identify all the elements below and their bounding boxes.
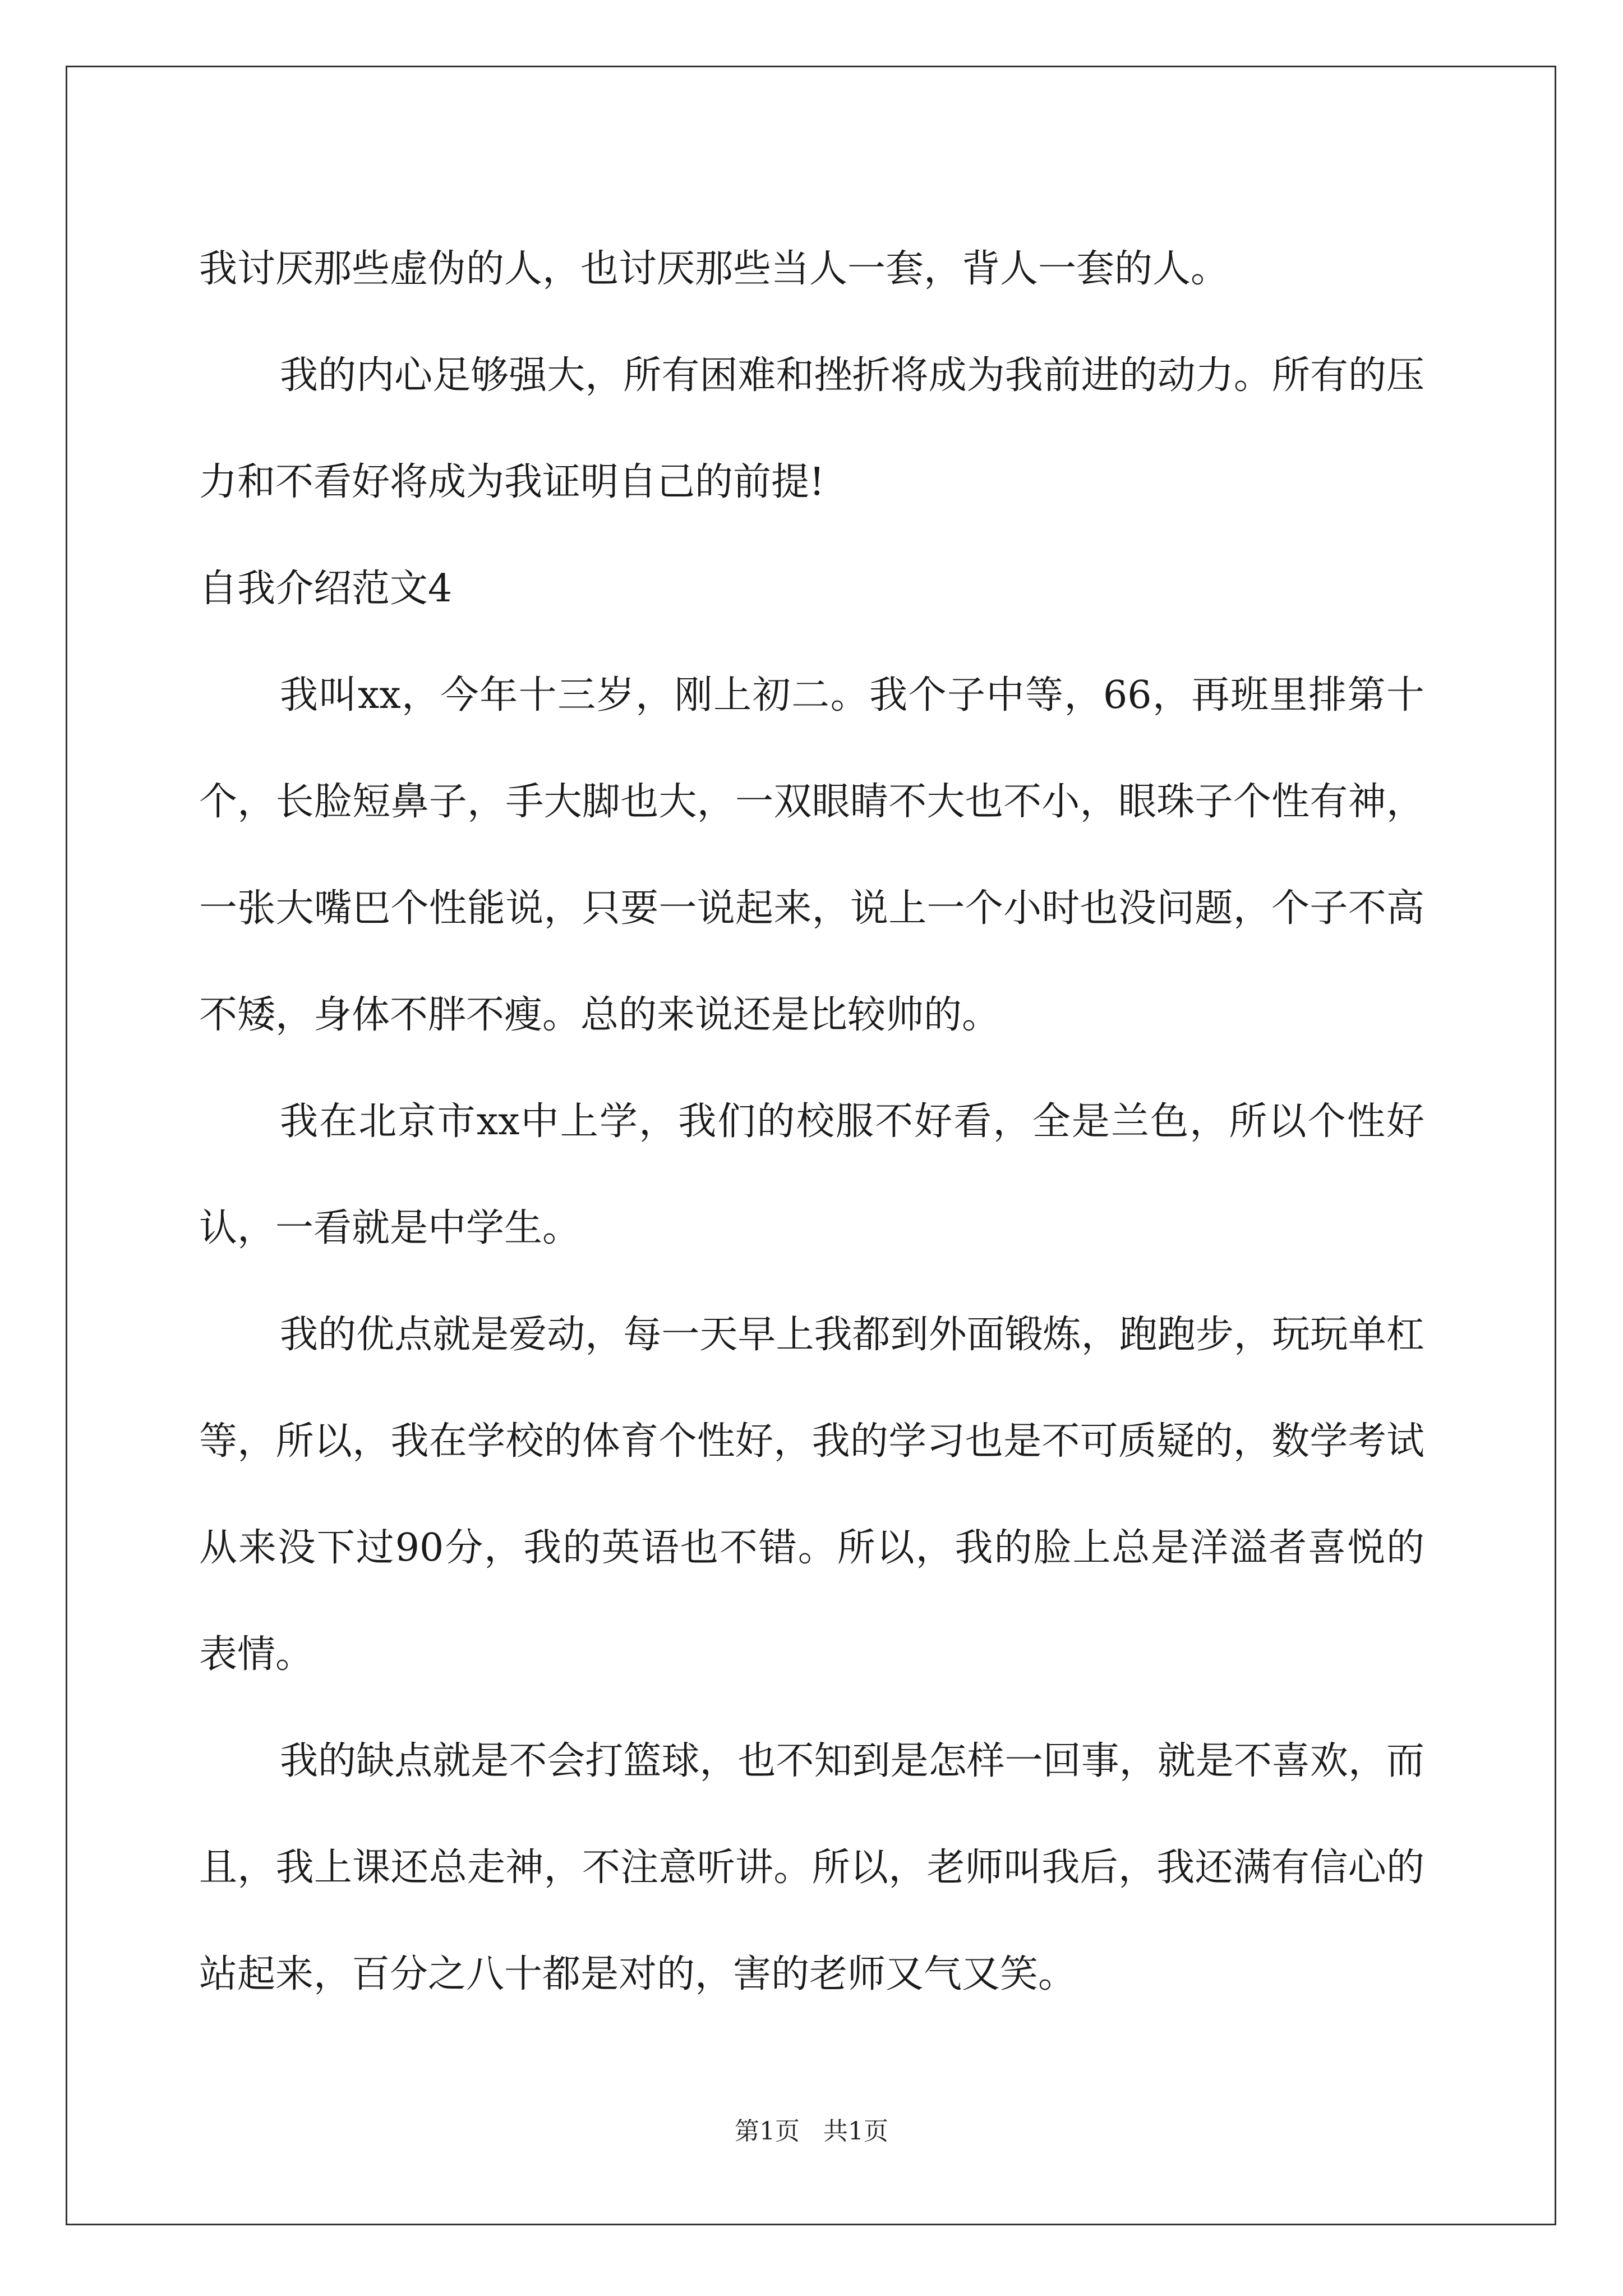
page-total: 共1页 [823,2117,888,2146]
document-body [199,216,1424,2028]
paragraph-5: 我的优点就是爱动，每一天早上我都到外面锻炼，跑跑步，玩玩单杠等，所以，我在学校的体育个性好，我的学习也是不可质疑的，数学考试从来没下过90分，我的英语也不错。所以，我的脸上总是洋溢者喜悦的表情。 [199,1313,1424,1677]
paragraph-3: 我叫xx，今年十三岁，刚上初二。我个子中等，66，再班里排第十个，长脸短鼻子，手大脚也大，一双眼睛不大也不小，眼珠子个性有神，一张大嘴巴个性能说，只要一说起来，说上一个小时也没问题，个子不高不矮，身体不胖不瘦。总的来说还是比较帅的。 [199,673,1424,1037]
paragraph-6: 我的缺点就是不会打篮球，也不知到是怎样一回事，就是不喜欢，而且，我上课还总走神，不注意听讲。所以，老师叫我后，我还满有信心的站起来，百分之八十都是对的，害的老师又气又笑。 [199,1739,1424,1996]
page-number: 第1页 [735,2117,800,2146]
page-footer [0,2115,1623,2148]
paragraph-4: 我在北京市xx中上学，我们的校服不好看，全是兰色，所以个性好认，一看就是中学生。 [199,1099,1424,1250]
paragraph-2: 我的内心足够强大，所有困难和挫折将成为我前进的动力。所有的压力和不看好将成为我证明自己的前提! [199,353,1424,504]
paragraph-1: 我讨厌那些虚伪的人，也讨厌那些当人一套，背人一套的人。 [199,247,1229,291]
section-heading: 自我介绍范文4 [199,567,453,611]
